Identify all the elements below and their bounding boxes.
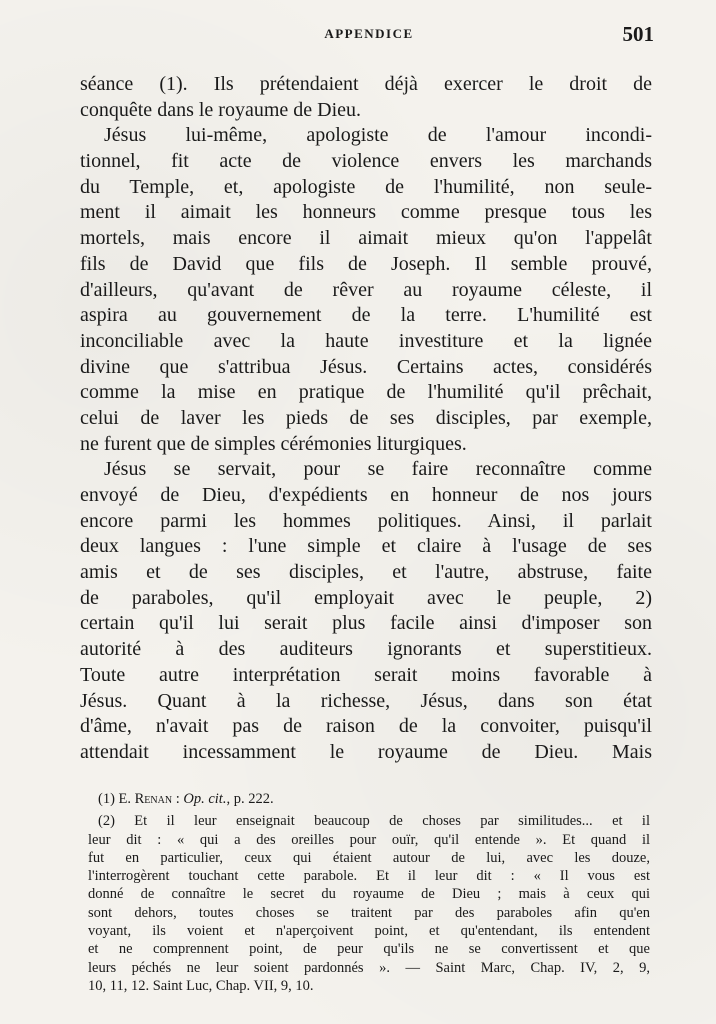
text-line: Jésus lui-même, apologiste de l'amour incondi- <box>104 124 652 147</box>
footnote-1-number: (1) E. <box>98 791 135 807</box>
footnote-line: leurs péchés ne leur soient pardonnés ». — Saint Marc, Chap. IV, 2, 9, <box>88 959 650 976</box>
text-line: autorité à des auditeurs ignorants et superstitieux. <box>80 638 652 661</box>
footnote-line: (2) Et il leur enseignait beaucoup de choses par similitudes... et il <box>98 813 650 830</box>
text-line: certain qu'il lui serait plus facile ainsi d'imposer son <box>80 612 652 635</box>
running-head: APPENDICE <box>324 26 414 41</box>
page-number: 501 <box>622 22 654 46</box>
footnote-1-author: Renan <box>134 791 173 807</box>
text-line: aspira au gouvernement de la terre. L'humilité est <box>80 304 652 327</box>
footnotes <box>88 790 650 995</box>
text-line: d'ailleurs, qu'avant de rêver au royaume céleste, il <box>80 278 652 301</box>
text-line: celui de laver les pieds de ses disciples, par exemple, <box>80 406 652 429</box>
body-text <box>80 72 652 766</box>
page-header <box>84 22 654 48</box>
footnote-1 <box>88 790 650 808</box>
text-line: attendait incessamment le royaume de Dieu. Mais <box>80 740 652 763</box>
text-line: Jésus. Quant à la richesse, Jésus, dans son état <box>80 689 652 712</box>
footnote-line: fut en particulier, ceux qui étaient autour de lui, avec les douze, <box>88 849 650 866</box>
footnote-line: leur dit : « qui a des oreilles pour ouïr, qu'il entende ». Et quand il <box>88 831 650 848</box>
text-line: séance (1). Ils prétendaient déjà exercer le droit de <box>80 73 652 95</box>
text-line: ne furent que de simples cérémonies liturgiques. <box>80 432 467 455</box>
text-line: Toute autre interprétation serait moins favorable à <box>80 663 652 686</box>
text-line: tionnel, fit acte de violence envers les marchands <box>80 150 652 173</box>
text-line: fils de David que fils de Joseph. Il semble prouvé, <box>80 252 652 275</box>
footnote-line: 10, 11, 12. Saint Luc, Chap. VII, 9, 10. <box>88 977 314 994</box>
text-line: de paraboles, qu'il employait avec le peuple, 2) <box>80 586 652 609</box>
footnote-2 <box>88 812 650 995</box>
text-line: comme la mise en pratique de l'humilité qu'il prêchait, <box>80 381 652 404</box>
footnote-line: et ne comprennent point, de peur qu'ils ne se convertissent et que <box>88 941 650 958</box>
text-line: deux langues : l'une simple et claire à l'usage de ses <box>80 535 652 558</box>
text-line: du Temple, et, apologiste de l'humilité, non seule- <box>80 175 652 198</box>
text-line: encore parmi les hommes politiques. Ainsi, il parlait <box>80 509 652 532</box>
text-line: divine que s'attribua Jésus. Certains actes, considérés <box>80 355 652 378</box>
footnote-1-page: , p. 222. <box>226 791 274 807</box>
text-line: d'âme, n'avait pas de raison de la convoiter, puisqu'il <box>80 715 652 738</box>
footnote-line: voyant, ils voient et n'aperçoivent point, et qu'entendant, ils entendent <box>88 923 650 940</box>
text-line: inconciliable avec la haute investiture et la lignée <box>80 329 652 352</box>
text-line: mortels, mais encore il aimait mieux qu'on l'appelât <box>80 227 652 250</box>
footnote-line: donné de connaître le secret du royaume de Dieu ; mais à ceux qui <box>88 886 650 903</box>
text-line: amis et de ses disciples, et l'autre, abstruse, faite <box>80 561 652 584</box>
text-line: ment il aimait les honneurs comme presque tous les <box>80 201 652 224</box>
text-line: envoyé de Dieu, d'expédients en honneur de nos jours <box>80 484 652 506</box>
footnote-line: l'interrogèrent touchant cette parabole. Et il leur dit : « Il vous est <box>88 868 650 885</box>
footnote-1-sep: : <box>172 791 184 807</box>
text-line: Jésus se servait, pour se faire reconnaître comme <box>104 458 652 481</box>
text-line: conquête dans le royaume de Dieu. <box>80 98 362 121</box>
footnote-line: sont dehors, toutes choses se traitent par des paraboles afin qu'en <box>88 904 650 921</box>
footnote-1-work: Op. cit. <box>183 791 227 807</box>
